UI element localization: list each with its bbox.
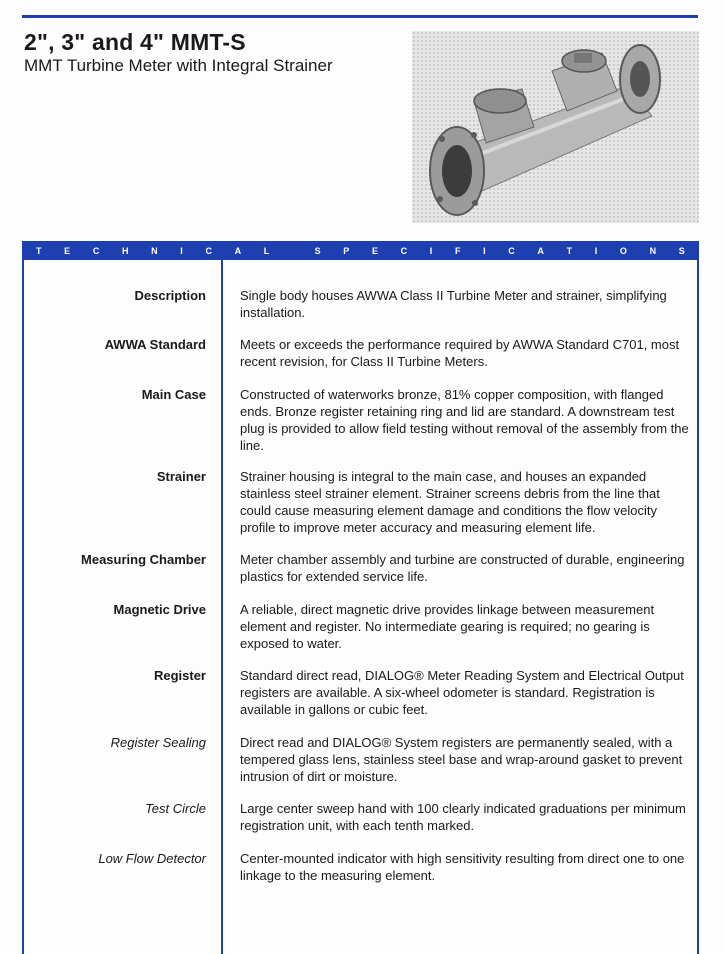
specs-bar-letter: C — [508, 245, 515, 256]
spec-label: Measuring Chamber — [81, 552, 206, 567]
product-photo — [412, 31, 699, 223]
specs-bar-letter: T — [36, 245, 42, 256]
specs-bar-letter: T — [566, 245, 573, 256]
specs-bar-letter: P — [343, 245, 350, 256]
spec-label: Strainer — [156, 469, 206, 484]
spec-text: Meets or exceeds the performance required by AWWA Standard C701, most recent revision, for Class II Turbine Meters. — [240, 337, 680, 369]
technical-specifications-bar — [22, 241, 699, 260]
specs-bar-letter: F — [454, 245, 461, 256]
specs-bar-letter: I — [180, 245, 183, 256]
spec-text: Standard direct read, DIALOG® Meter Reading System and Electrical Output registers are available. A six-wheel odometer is standard. Registration is available in gallons or cubic feet. — [240, 668, 684, 717]
specs-bar-letter: N — [151, 245, 158, 256]
page-subtitle: MMT Turbine Meter with Integral Strainer — [24, 56, 333, 75]
specs-bar-letter: N — [649, 245, 657, 256]
specs-bar-letter: C — [400, 245, 408, 256]
spec-text: Strainer housing is integral to the main case, and houses an expanded stainless steel strainer element. Strainer screens debris from the line that could cause measuring element damage and conditions the flow velocity profile to improve meter accuracy and measuring element life. — [240, 469, 660, 535]
spec-text: Center-mounted indicator with high sensitivity resulting from direct one to one linkage to the measuring element. — [240, 851, 685, 883]
specs-bar-letter: I — [429, 245, 433, 256]
spec-label: Low Flow Detector — [98, 851, 206, 866]
specs-bar-letter: H — [121, 245, 129, 256]
spec-label: Description — [134, 288, 206, 303]
specs-bar-letter: A — [234, 245, 242, 256]
specs-bar-letter: L — [263, 245, 270, 256]
specs-bar-letter: C — [92, 245, 100, 256]
specs-bar-letter: O — [619, 245, 627, 256]
top-rule — [22, 15, 698, 18]
specs-bar-letter: I — [483, 245, 486, 256]
specs-bar-letter: C — [205, 245, 212, 256]
table-border-right — [697, 260, 699, 954]
specs-bar-letter: S — [314, 245, 321, 256]
spec-label: Register — [153, 668, 206, 683]
spec-text: Direct read and DIALOG® System registers are permanently sealed, with a tempered glass lens, stainless steel base and wrap-around gasket to prevent intrusion of dirt or moisture. — [240, 735, 683, 784]
specs-bar-letter: S — [678, 245, 685, 256]
specs-bar-letter: A — [537, 245, 544, 256]
specs-bar-letter: E — [64, 245, 71, 256]
spec-label: Main Case — [141, 387, 206, 402]
spec-text: Large center sweep hand with 100 clearly indicated graduations per minimum registration unit, with each tenth marked. — [240, 801, 686, 833]
spec-label: Magnetic Drive — [113, 602, 206, 617]
spec-text: A reliable, direct magnetic drive provides linkage between measurement element and register. No intermediate gearing is required; no gearing is exposed to water. — [240, 602, 655, 651]
specs-bar-letter: E — [371, 245, 378, 256]
spec-label: AWWA Standard — [104, 337, 206, 352]
spec-label: Test Circle — [145, 801, 206, 816]
spec-text: Meter chamber assembly and turbine are constructed of durable, engineering plastics for extended service life. — [240, 552, 685, 584]
spec-label: Register Sealing — [110, 735, 206, 750]
page-title: 2", 3" and 4" MMT-S — [24, 29, 246, 55]
spec-text: Single body houses AWWA Class II Turbine Meter and strainer, simplifying installation. — [240, 288, 667, 320]
spec-text: Constructed of waterworks bronze, 81% copper composition, with flanged ends. Bronze register retaining ring and lid are standard. A downstream test plug is provided to allow field testing without removal of the assembly from the line. — [240, 387, 689, 453]
table-column-divider — [221, 260, 223, 954]
specs-bar-letter: I — [594, 245, 598, 256]
